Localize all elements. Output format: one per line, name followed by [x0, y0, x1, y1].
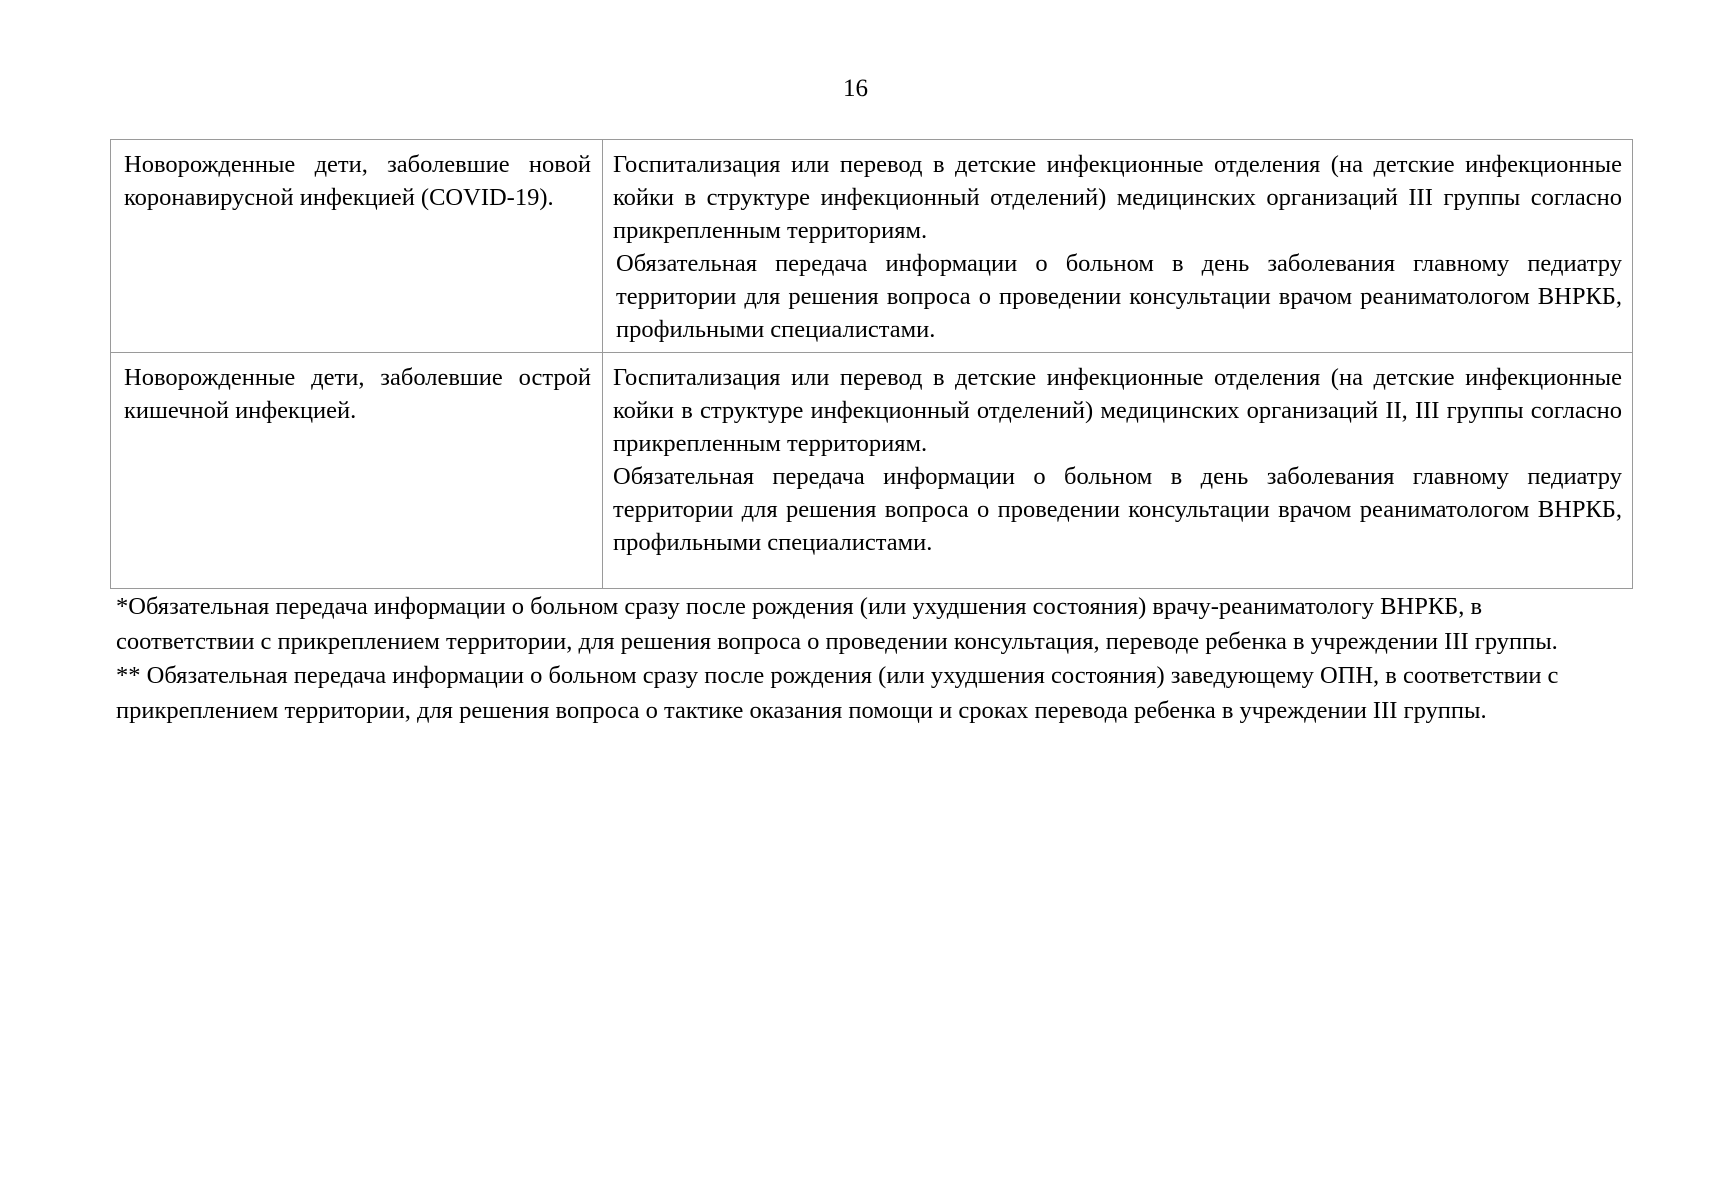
notification-text: Обязательная передача информации о больном в день заболевания главному педиатру территории для решения вопроса о проведении консультации врачом реаниматологом ВНРКБ, профильными специалистами. [616, 250, 1622, 343]
footnote-double-asterisk: ** Обязательная передача информации о больном сразу после рождения (или ухудшения состояния) заведующему ОПН, в соответствии с прикреплением территории, для решения вопроса о тактике оказания помощи и сроках перевода ребенка в учреждении III группы. [116, 662, 1559, 724]
table-row [111, 353, 1633, 589]
routing-table [110, 139, 1633, 589]
notification-text: Обязательная передача информации о больном в день заболевания главному педиатру территории для решения вопроса о проведении консультации врачом реаниматологом ВНРКБ, профильными специалистами. [613, 463, 1622, 556]
patient-category-cell [111, 140, 603, 353]
patient-category-text: Новорожденные дети, заболевшие острой кишечной инфекцией. [124, 364, 591, 424]
page-number: 16 [843, 75, 868, 102]
footnote-single-asterisk: *Обязательная передача информации о больном сразу после рождения (или ухудшения состояния) врачу-реаниматологу ВНРКБ, в соответствии с прикреплением территории, для решения вопроса о проведении консультация, переводе ребенка в учреждении III группы. [116, 593, 1558, 655]
hospitalization-text: Госпитализация или перевод в детские инфекционные отделения (на детские инфекционные койки в структуре инфекционный отделений) медицинских организаций II, III группы согласно прикрепленным территориям. [613, 364, 1622, 457]
patient-category-cell [111, 353, 603, 589]
patient-category-text: Новорожденные дети, заболевшие новой коронавирусной инфекцией (COVID-19). [124, 151, 591, 211]
routing-action-cell [603, 353, 1633, 589]
routing-action-cell [603, 140, 1633, 353]
table-row [111, 140, 1633, 353]
footnotes [116, 590, 1616, 728]
hospitalization-text: Госпитализация или перевод в детские инфекционные отделения (на детские инфекционные койки в структуре инфекционный отделений) медицинских организаций III группы согласно прикрепленным территориям. [613, 151, 1622, 244]
